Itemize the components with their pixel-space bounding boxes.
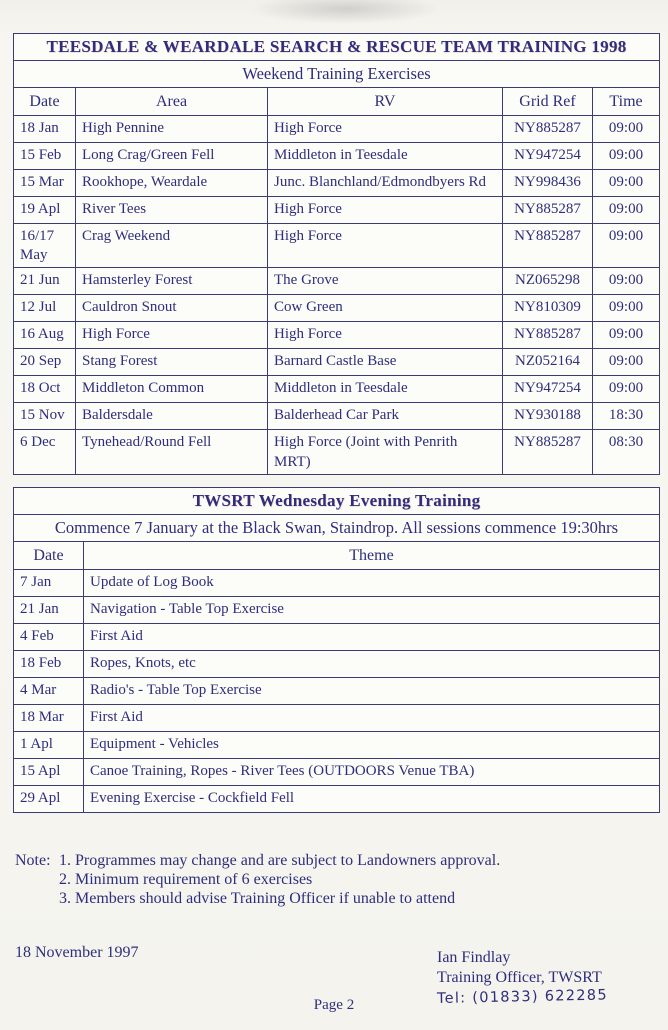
cell-theme: Equipment - Vehicles <box>84 732 660 759</box>
cell-area: Rookhope, Weardale <box>76 170 268 197</box>
signatory-name: Ian Findlay <box>437 949 511 966</box>
evening-training-table <box>13 487 660 813</box>
cell-time: 18:30 <box>593 403 660 430</box>
cell-date: 12 Jul <box>14 295 76 322</box>
cell-time: 09:00 <box>593 197 660 224</box>
cell-date: 29 Apl <box>14 786 84 813</box>
exercise-row <box>14 116 660 143</box>
cell-date: 21 Jan <box>14 597 84 624</box>
cell-date: 1 Apl <box>14 732 84 759</box>
document-date: 18 November 1997 <box>15 944 139 961</box>
cell-time: 09:00 <box>593 224 660 268</box>
session-row <box>14 786 660 813</box>
cell-rv: Balderhead Car Park <box>268 403 503 430</box>
cell-date: 16/17 May <box>14 224 76 268</box>
signatory-role: Training Officer, TWSRT <box>437 968 602 986</box>
cell-grid-ref: NY810309 <box>503 295 593 322</box>
column-header-rv: RV <box>268 88 503 116</box>
cell-area: Baldersdale <box>76 403 268 430</box>
cell-date: 18 Mar <box>14 705 84 732</box>
cell-date: 15 Feb <box>14 143 76 170</box>
exercise-row <box>14 268 660 295</box>
note-item: 1. Programmes may change and are subject to Landowners approval. <box>59 852 501 869</box>
cell-rv: High Force <box>268 116 503 143</box>
exercise-row <box>14 197 660 224</box>
cell-grid-ref: NY930188 <box>503 403 593 430</box>
column-header-row <box>14 542 660 570</box>
cell-area: Long Crag/Green Fell <box>76 143 268 170</box>
weekend-table-subtitle: Weekend Training Exercises <box>14 61 660 88</box>
cell-time: 09:00 <box>593 170 660 197</box>
exercise-row <box>14 349 660 376</box>
cell-grid-ref: NY885287 <box>503 430 593 474</box>
cell-date: 7 Jan <box>14 570 84 597</box>
cell-date: 19 Apl <box>14 197 76 224</box>
cell-grid-ref: NY885287 <box>503 116 593 143</box>
cell-area: Middleton Common <box>76 376 268 403</box>
cell-rv: Middleton in Teesdale <box>268 376 503 403</box>
cell-rv: High Force <box>268 322 503 349</box>
exercise-row <box>14 403 660 430</box>
cell-date: 20 Sep <box>14 349 76 376</box>
cell-date: 15 Nov <box>14 403 76 430</box>
cell-area: High Force <box>76 322 268 349</box>
cell-grid-ref: NY885287 <box>503 322 593 349</box>
cell-grid-ref: NY885287 <box>503 224 593 268</box>
cell-rv: Barnard Castle Base <box>268 349 503 376</box>
cell-theme: First Aid <box>84 624 660 651</box>
session-row <box>14 570 660 597</box>
notes-section <box>15 851 500 908</box>
cell-rv: Cow Green <box>268 295 503 322</box>
column-header-row <box>14 88 660 116</box>
cell-rv: The Grove <box>268 268 503 295</box>
scan-artifact <box>250 0 440 24</box>
cell-grid-ref: NY998436 <box>503 170 593 197</box>
cell-theme: Navigation - Table Top Exercise <box>84 597 660 624</box>
cell-time: 09:00 <box>593 268 660 295</box>
cell-grid-ref: NY885287 <box>503 197 593 224</box>
session-row <box>14 597 660 624</box>
exercise-row <box>14 224 660 268</box>
cell-time: 09:00 <box>593 376 660 403</box>
cell-grid-ref: NZ065298 <box>503 268 593 295</box>
exercise-row <box>14 170 660 197</box>
cell-grid-ref: NY947254 <box>503 376 593 403</box>
table-title-row <box>14 488 660 515</box>
session-row <box>14 624 660 651</box>
page-number: Page 2 <box>313 997 355 1013</box>
cell-theme: Ropes, Knots, etc <box>84 651 660 678</box>
column-header-grid-ref: Grid Ref <box>503 88 593 116</box>
cell-rv: Middleton in Teesdale <box>268 143 503 170</box>
cell-time: 08:30 <box>593 430 660 474</box>
cell-rv: High Force <box>268 197 503 224</box>
column-header-date: Date <box>14 88 76 116</box>
session-row <box>14 732 660 759</box>
column-header-area: Area <box>76 88 268 116</box>
cell-date: 16 Aug <box>14 322 76 349</box>
note-item: 2. Minimum requirement of 6 exercises <box>59 871 313 888</box>
evening-table-title: TWSRT Wednesday Evening Training <box>14 488 660 515</box>
session-row <box>14 759 660 786</box>
document-title: TEESDALE & WEARDALE SEARCH & RESCUE TEAM TRAINING 1998 <box>14 34 660 61</box>
cell-area: High Pennine <box>76 116 268 143</box>
table-title-row <box>14 34 660 61</box>
cell-area: Tynehead/Round Fell <box>76 430 268 474</box>
cell-date: 18 Feb <box>14 651 84 678</box>
weekend-training-table <box>13 33 660 475</box>
cell-area: Crag Weekend <box>76 224 268 268</box>
column-header-date: Date <box>14 542 84 570</box>
cell-area: Cauldron Snout <box>76 295 268 322</box>
session-row <box>14 705 660 732</box>
cell-time: 09:00 <box>593 322 660 349</box>
notes-label: Note: <box>15 852 51 869</box>
cell-date: 18 Jan <box>14 116 76 143</box>
cell-date: 6 Dec <box>14 430 76 474</box>
cell-area: Stang Forest <box>76 349 268 376</box>
cell-area: River Tees <box>76 197 268 224</box>
cell-theme: Update of Log Book <box>84 570 660 597</box>
column-header-time: Time <box>593 88 660 116</box>
exercise-row <box>14 143 660 170</box>
notes-list <box>59 851 500 908</box>
cell-theme: First Aid <box>84 705 660 732</box>
exercise-row <box>14 295 660 322</box>
cell-rv: Junc. Blanchland/Edmondbyers Rd <box>268 170 503 197</box>
note-item: 3. Members should advise Training Officer if unable to attend <box>59 890 456 907</box>
cell-time: 09:00 <box>593 116 660 143</box>
session-row <box>14 678 660 705</box>
cell-date: 4 Mar <box>14 678 84 705</box>
cell-grid-ref: NY947254 <box>503 143 593 170</box>
cell-rv: High Force (Joint with Penrith MRT) <box>268 430 503 474</box>
cell-date: 15 Mar <box>14 170 76 197</box>
cell-time: 09:00 <box>593 143 660 170</box>
session-row <box>14 651 660 678</box>
cell-date: 4 Feb <box>14 624 84 651</box>
cell-theme: Radio's - Table Top Exercise <box>84 678 660 705</box>
cell-rv: High Force <box>268 224 503 268</box>
cell-date: 15 Apl <box>14 759 84 786</box>
cell-date: 18 Oct <box>14 376 76 403</box>
cell-theme: Canoe Training, Ropes - River Tees (OUTDOORS Venue TBA) <box>84 759 660 786</box>
cell-date: 21 Jun <box>14 268 76 295</box>
exercise-row <box>14 376 660 403</box>
exercise-row <box>14 430 660 474</box>
evening-table-subtitle: Commence 7 January at the Black Swan, Staindrop. All sessions commence 19:30hrs <box>14 515 660 542</box>
signatory-phone: Tel: (01833) 622285 <box>436 987 609 1007</box>
cell-time: 09:00 <box>593 295 660 322</box>
cell-time: 09:00 <box>593 349 660 376</box>
table-subtitle-row <box>14 515 660 542</box>
cell-theme: Evening Exercise - Cockfield Fell <box>84 786 660 813</box>
cell-grid-ref: NZ052164 <box>503 349 593 376</box>
column-header-theme: Theme <box>84 542 660 570</box>
table-subtitle-row <box>14 61 660 88</box>
exercise-row <box>14 322 660 349</box>
cell-area: Hamsterley Forest <box>76 268 268 295</box>
